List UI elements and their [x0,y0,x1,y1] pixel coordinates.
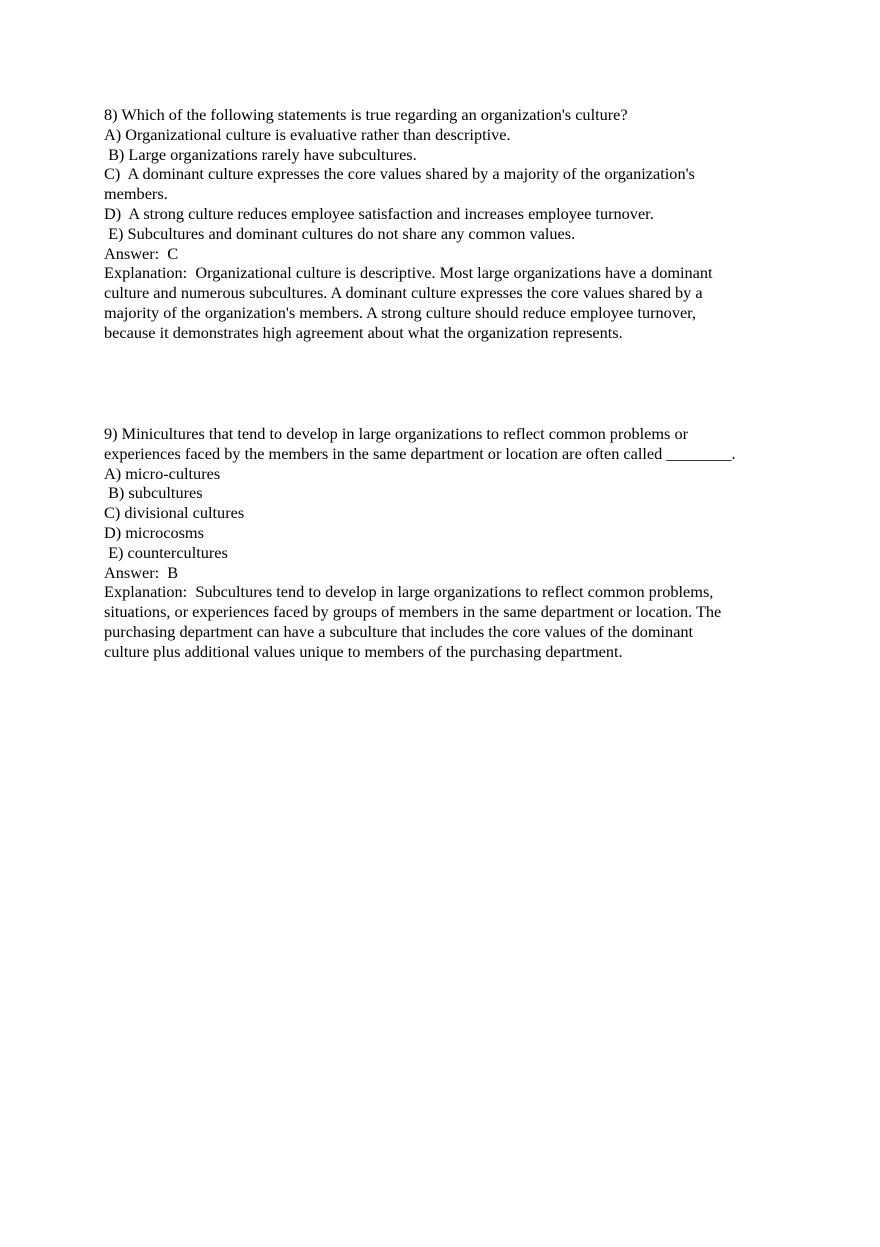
explanation-line: culture plus additional values unique to members of the purchasing department. [104,641,623,661]
option-a: A) Organizational culture is evaluative rather than descriptive. [104,124,511,144]
explanation-line: Explanation: Organizational culture is descriptive. Most large organizations have a dominant [104,263,713,283]
option-c: C) divisional cultures [104,503,245,523]
option-b: B) subcultures [104,483,203,503]
option-c: C) A dominant culture expresses the core values shared by a majority of the organization's [104,164,695,184]
explanation-line: Explanation: Subcultures tend to develop in large organizations to reflect common problems, [104,582,714,602]
option-b: B) Large organizations rarely have subcultures. [104,144,417,164]
option-d: D) microcosms [104,522,204,542]
explanation-line: majority of the organization's members. A strong culture should reduce employee turnover, [104,302,697,322]
explanation-line: because it demonstrates high agreement about what the organization represents. [104,322,623,342]
option-e: E) Subcultures and dominant cultures do not share any common values. [104,223,576,243]
option-e: E) countercultures [104,542,228,562]
question-9 [104,424,794,662]
option-d: D) A strong culture reduces employee satisfaction and increases employee turnover. [104,203,654,223]
explanation-line: purchasing department can have a subculture that includes the core values of the dominant [104,621,694,641]
explanation-line: culture and numerous subcultures. A dominant culture expresses the core values shared by a [104,283,703,303]
question-stem: 9) Minicultures that tend to develop in large organizations to reflect common problems or [104,424,689,443]
option-c-continued: members. [104,184,168,204]
question-stem-continued: experiences faced by the members in the same department or location are often called ________. [104,443,736,463]
question-stem: 8) Which of the following statements is true regarding an organization's culture? [104,105,628,124]
explanation-line: situations, or experiences faced by groups of members in the same department or location. The [104,602,722,622]
answer: Answer: B [104,562,179,582]
option-a: A) micro-cultures [104,463,221,483]
question-8 [104,105,794,343]
answer: Answer: C [104,243,179,263]
